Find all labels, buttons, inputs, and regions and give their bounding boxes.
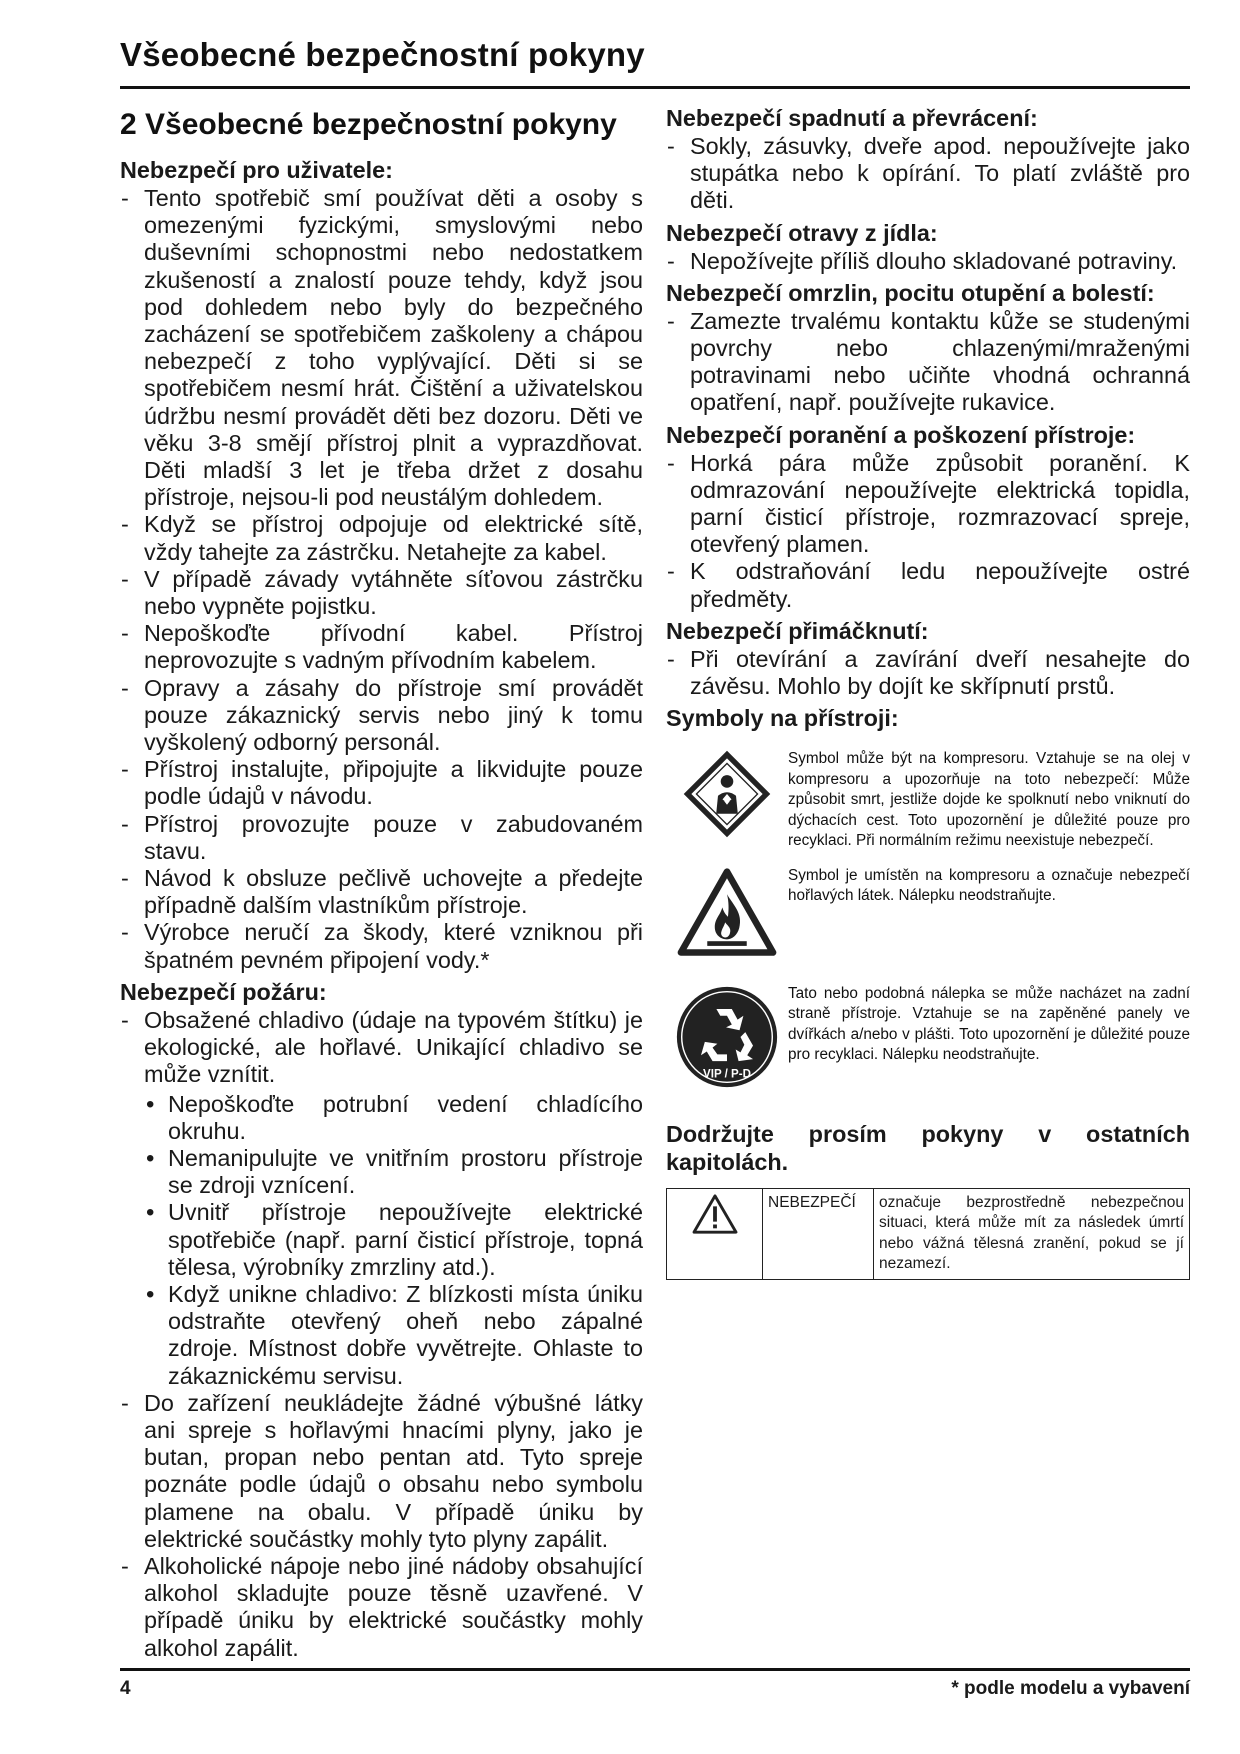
list-item: - Opravy a zásahy do přístroje smí provádět pouze zákaznický servis nebo jiný k tomu vyškolený odborný personál. (120, 675, 643, 757)
chapter-title: 2 Všeobecné bezpečnostní pokyny (120, 108, 617, 141)
section-heading-user-danger: Nebezpečí pro uživatele: (120, 157, 393, 183)
danger-icon-cell (667, 1188, 763, 1279)
header-divider (120, 86, 1190, 89)
list-item: - Sokly, zásuvky, dveře apod. nepoužívejte jako stupátka nebo k opírání. To platí zvláště pro děti. (666, 133, 1190, 215)
right-column (666, 100, 1190, 1280)
flammable-warning-icon (675, 866, 779, 960)
symbol-row-flammable (666, 866, 1190, 960)
pinching-list (666, 646, 1190, 700)
list-item: - Zamezte trvalému kontaktu kůže se studenými povrchy nebo chlazenými/mraženými potravinami nebo učiňte vhodná ochranná opatření, např. používejte rukavice. (666, 308, 1190, 417)
signal-word: NEBEZPEČÍ (763, 1188, 874, 1279)
list-item: - Přístroj provozujte pouze v zabudovaném stavu. (120, 811, 643, 865)
danger-table (666, 1188, 1190, 1280)
list-item: - V případě závady vytáhněte síťovou zástrčku nebo vypněte pojistku. (120, 566, 643, 620)
list-item-text: Obsažené chladivo (údaje na typovém štítku) je ekologické, ale hořlavé. Unikající chladivo se může vznítit. (144, 1006, 643, 1088)
list-item: - Výrobce neručí za škody, které vzniknou při špatném pevném připojení vody.* (120, 919, 643, 973)
symbol-description: Tato nebo podobná nálepka se může nacházet na zadní straně přístroje. Vztahuje se na zapěněné panely ve dvířkách a/nebo v plášti. Toto upozornění je důležité pouze pro recyklaci. Nálepku neodstraňujte. (788, 984, 1190, 1064)
recycling-label: VIP / P-D (703, 1068, 751, 1081)
warning-triangle-icon (691, 1193, 739, 1235)
section-heading-tipping-danger: Nebezpečí spadnutí a převrácení: (666, 105, 1038, 131)
symbol-description: Symbol je umístěn na kompresoru a označuje nebezpečí hořlavých látek. Nálepku neodstraňujte. (788, 866, 1190, 905)
list-item (120, 1007, 643, 1390)
section-heading-pinching: Nebezpečí přimáčknutí: (666, 617, 929, 644)
recycling-vip-icon (674, 984, 780, 1090)
bullet-item: • Uvnitř přístroje nepoužívejte elektrické spotřebiče (např. parní čisticí přístroje, topná tělesa, výrobníky zmrzliny atd.). (144, 1199, 643, 1281)
bullet-item: • Když unikne chladivo: Z blízkosti místa úniku odstraňte otevřený oheň nebo zápalné zdroje. Místnost dobře vyvětrejte. Ohlaste to zákaznickému servisu. (144, 1281, 643, 1390)
list-item: - Přístroj instalujte, připojujte a likvidujte pouze podle údajů v návodu. (120, 756, 643, 810)
tipping-danger-list (666, 133, 1190, 215)
section-heading-symbols: Symboly na přístroji: (666, 705, 899, 732)
list-item: - K odstraňování ledu nepoužívejte ostré předměty. (666, 558, 1190, 612)
section-heading-food-poisoning: Nebezpečí otravy z jídla: (666, 219, 938, 246)
footer-note: * podle modelu a vybavení (951, 1678, 1190, 1699)
user-danger-list (120, 185, 643, 974)
symbol-row-recycling (666, 984, 1190, 1090)
list-item: - Horká pára může způsobit poranění. K odmrazování nepoužívejte elektrická topidla, parní čisticí přístroje, rozmrazovací spreje, otevřený plamen. (666, 450, 1190, 559)
list-item: - Nepoškoďte přívodní kabel. Přístroj neprovozujte s vadným přívodním kabelem. (120, 620, 643, 674)
list-item: - Nepožívejte příliš dlouho skladované potraviny. (666, 248, 1190, 275)
symbol-description: Symbol může být na kompresoru. Vztahuje se na olej v kompresoru a upozorňuje na toto nebezpečí: Může způsobit smrt, jestliže dojde ke spolknutí nebo vniknutí do dýchacích cest. Toto upozornění je důležité pouze pro recyklaci. Při normálním režimu neexistuje nebezpečí. (788, 750, 1190, 850)
fire-danger-list (120, 1007, 643, 1662)
page-header-title: Všeobecné bezpečnostní pokyny (120, 36, 645, 73)
list-item: - Tento spotřebič smí používat děti a osoby s omezenými fyzickými, smyslovými nebo duševními schopnostmi nebo nedostatkem zkušeností a znalostí pouze tehdy, když jsou pod dohledem nebo byly do bezpečného zacházení se spotřebičem zaškoleny a chápou nebezpečí z toho vyplývající. Děti si se spotřebičem nesmí hrát. Čištění a uživatelskou údržbu nesmí provádět děti bez dozoru. Děti ve věku 3-8 smějí přístroj plnit a vyprazdňovat. Děti mladší 3 let je třeba držet z dosahu přístroje, nejsou-li pod neustálým dohledem. (120, 185, 643, 511)
list-item: - Při otevírání a zavírání dveří nesahejte do závěsu. Mohlo by dojít ke skřípnutí prstů. (666, 646, 1190, 700)
follow-instructions-note: Dodržujte prosím pokyny v ostatních kapitolách. (666, 1120, 1190, 1175)
bullet-item: • Nepoškoďte potrubní vedení chladícího okruhu. (144, 1091, 643, 1145)
list-item: - Návod k obsluze pečlivě uchovejte a předejte případně dalším vlastníkům přístroje. (120, 865, 643, 919)
list-item: - Do zařízení neukládejte žádné výbušné látky ani spreje s hořlavými hnacími plyny, jako je butan, propan nebo pentan atd. Tyto spreje poznáte podle údajů o obsahu nebo symbolu plamene na obalu. V případě úniku by elektrické součástky mohly tyto plyny zapálit. (120, 1390, 643, 1553)
injury-damage-list (666, 450, 1190, 613)
bullet-item: • Nemanipulujte ve vnitřním prostoru přístroje se zdroji vznícení. (144, 1145, 643, 1199)
symbol-row-health (666, 749, 1190, 852)
section-heading-injury-damage: Nebezpečí poranění a poškození přístroje: (666, 421, 1136, 448)
page-number: 4 (120, 1678, 131, 1699)
section-heading-fire-danger: Nebezpečí požáru: (120, 978, 327, 1005)
frostbite-list (666, 308, 1190, 417)
signal-description: označuje bezprostředně nebezpečnou situaci, která může mít za následek úmrtí nebo vážná tělesná zranění, pokud se jí nezamezí. (874, 1188, 1190, 1279)
left-column (120, 100, 643, 1666)
fire-bullet-list (144, 1091, 643, 1390)
health-hazard-icon (682, 749, 772, 839)
list-item: - Alkoholické nápoje nebo jiné nádoby obsahující alkohol skladujte pouze těsně uzavřené. V případě úniku by elektrické součástky mohly alkohol zapálit. (120, 1553, 643, 1662)
section-heading-frostbite: Nebezpečí omrzlin, pocitu otupění a bolestí: (666, 279, 1155, 306)
list-item: - Když se přístroj odpojuje od elektrické sítě, vždy tahejte za zástrčku. Netahejte za kabel. (120, 511, 643, 565)
food-poisoning-list (666, 248, 1190, 275)
footer-divider (120, 1668, 1190, 1671)
